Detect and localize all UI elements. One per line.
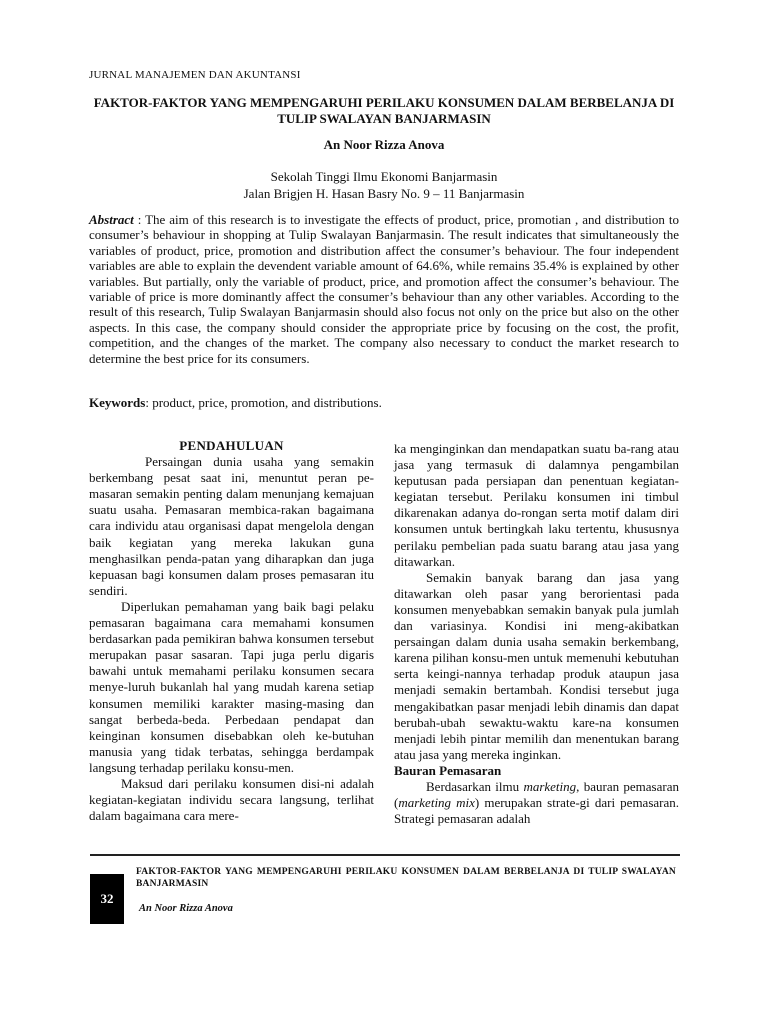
keywords-text: : product, price, promotion, and distributions. bbox=[145, 395, 382, 410]
paragraph: Maksud dari perilaku konsumen disi-ni adalah kegiatan-kegiatan individu secara langsung, terlihat dalam bagaimana cara mere- bbox=[89, 775, 374, 824]
paragraph: ka menginginkan dan mendapatkan suatu ba-rang atau jasa yang termasuk di dalamnya pengambilan keputusan pada persiapan dan penentuan kegiatan-kegiatan tersebut. Perilaku konsumen ini timbul dikarenakan adanya do-rongan serta motif dalam diri konsumen untuk bertingkah laku tertentu, khususnya perilaku pembelian pada suatu barang atau jasa yang ditawarkan. bbox=[394, 441, 679, 569]
abstract-label: Abstract bbox=[89, 212, 134, 227]
paragraph-text: Berdasarkan ilmu bbox=[426, 778, 524, 794]
paragraph bbox=[394, 779, 679, 827]
footer-divider bbox=[90, 854, 680, 856]
paragraph-italic-term: marketing bbox=[523, 778, 577, 794]
paragraph: Semakin banyak barang dan jasa yang ditawarkan oleh pasar yang berorientasi pada konsumen menyebabkan semakin banyak pula jumlah dan variasinya. Kondisi ini meng-akibatkan persaingan dalam dunia usaha semakin berkembang, karena pilihan konsu-men untuk memenuhi kebutuhan serta keingi-nannya terhadap produk ataupun jasa menjadi semakin bertambah. Kondisi tersebut juga mengakibatkan pasar menjadi lebih dinamis dan dapat berubah-ubah sewaktu-waktu kare-na konsumen menjadi lebih pintar memilih dan menentukan barang atau jasa yang mereka inginkan. bbox=[394, 569, 679, 762]
affiliation-address: Jalan Brigjen H. Hasan Basry No. 9 – 11 Banjarmasin bbox=[243, 186, 525, 201]
abstract bbox=[89, 212, 679, 366]
paragraph: Diperlukan pemahaman yang baik bagi pelaku pemasaran bagaimana cara memahami konsumen berdasarkan pada pemikiran bahwa konsumen tersebut merupakan pasar sasaran. Tapi juga perlu digaris bawahi untuk memahami perilaku konsumen secara menye-luruh bukanlah hal yang mudah karena setiap konsumen memiliki karakter masing-masing dan sangat berbeda-beda. Perbedaan pendapat dan keinginan konsumen disebabkan oleh ke-butuhan manusia yang tidak terbatas, sehingga berdampak langsung terhadap perilaku konsu-men. bbox=[89, 598, 374, 775]
paragraph-text: ) merupakan strate-gi dari pemasaran. Strategi pemasaran adalah bbox=[394, 795, 679, 827]
affiliation-institution: Sekolah Tinggi Ilmu Ekonomi Banjarmasin bbox=[270, 169, 498, 184]
author-name: An Noor Rizza Anova bbox=[323, 137, 445, 152]
page-number: 32 bbox=[90, 874, 124, 924]
keywords-label: Keywords bbox=[89, 395, 146, 410]
paragraph-text: , bauran pemasaran ( bbox=[394, 778, 679, 811]
paper-title: FAKTOR-FAKTOR YANG MEMPENGARUHI PERILAKU KONSUMEN DALAM BERBELANJA DI TULIP SWALAYAN BANJARMASIN bbox=[93, 95, 675, 126]
subsection-title: Bauran Pemasaran bbox=[394, 762, 502, 778]
paragraph: Persaingan dunia usaha yang semakin berkembang pesat saat ini, menuntut peran pe-masaran semakin penting dalam menunjang kemajuan suatu usaha. Pemasaran membica-rakan bagaimana cara individu atau organisasi dapat mengelola dengan baik kegiatan yang mereka lakukan guna menghasilkan penda-patan yang diharapkan dan juga kepuasan bagi konsumen dalam proses pemasaran itu sendiri. bbox=[89, 454, 374, 598]
abstract-text: : The aim of this research is to investigate the effects of product, price, promotian , and distribution to consumer’s behaviour in shopping at Tulip Swalayan Banjarmasin. The result indicates that simultaneously the variables of product, price, promotion and distribution affect the consumer’s behaviour. The four independent variables are able to explain the devendent variable amount of 64.6%, while remains 35.4% is explained by other variables. But partially, only the variable of product, price, and promotion affect the consumer’s behaviour. The variable of price is more dominantly affect the consumer’s behaviour than any other variables. According to the result of this research, Tulip Swalayan Banjarmasin should also focus not only on the price but also on the other aspects. In this case, the company should consider the appropriate price by focusing on the cost, the profit, competition, and the changes of the market. The company also necessary to conduct the market research to determine the best price for its consumers. bbox=[89, 212, 679, 366]
affiliation bbox=[89, 168, 679, 202]
journal-name: JURNAL MANAJEMEN DAN AKUNTANSI bbox=[89, 69, 301, 81]
section-title: PENDAHULUAN bbox=[179, 438, 284, 453]
footer-author: An Noor Rizza Anova bbox=[139, 903, 233, 914]
body-column-left bbox=[89, 438, 374, 824]
body-column-right bbox=[394, 441, 679, 827]
footer-title: FAKTOR-FAKTOR YANG MEMPENGARUHI PERILAKU KONSUMEN DALAM BERBELANJA DI TULIP SWALAYAN BANJARMASIN bbox=[136, 867, 676, 889]
keywords bbox=[89, 395, 679, 411]
paragraph-italic-term: marketing mix bbox=[398, 795, 475, 811]
